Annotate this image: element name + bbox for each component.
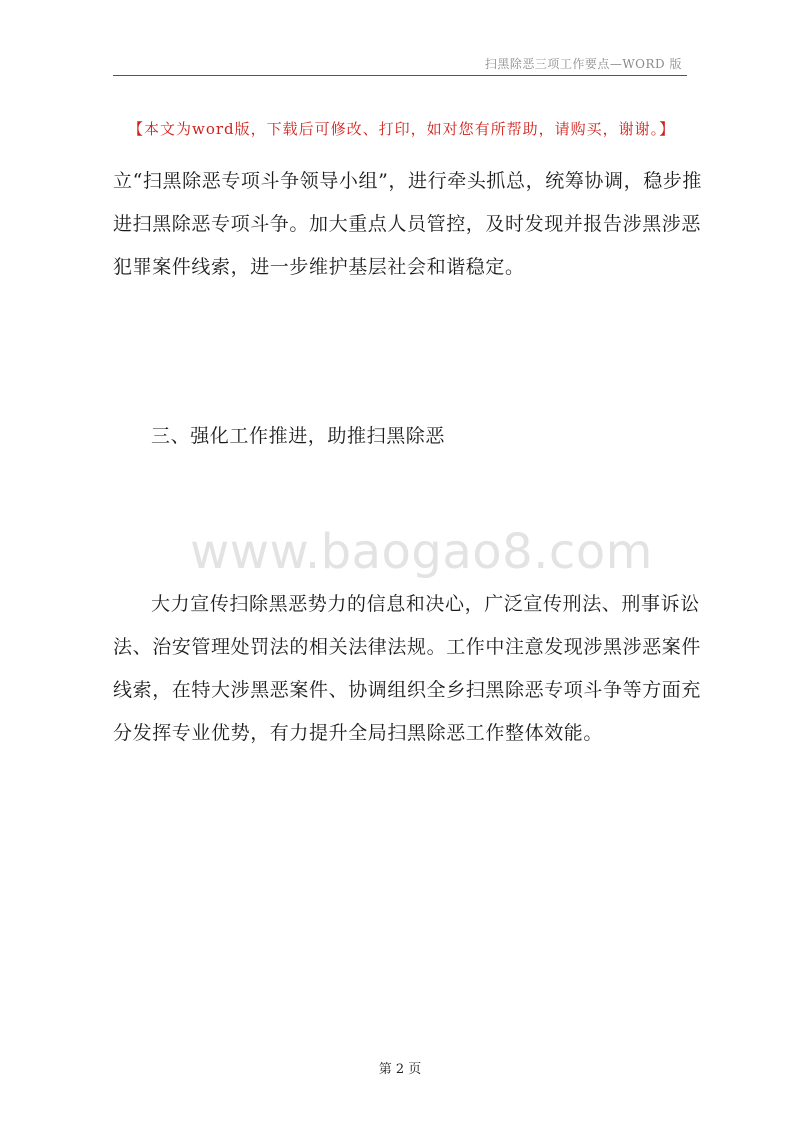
body-paragraph-2: 大力宣传扫除黑恶势力的信息和决心，广泛宣传刑法、刑事诉讼法、治安管理处罚法的相关法律法规。工作中注意发现涉黑涉恶案件线索，在特大涉黑恶案件、协调组织全乡扫黑除恶专项斗争等方面充分发挥专业优势，有力提升全局扫黑除恶工作整体效能。 bbox=[113, 593, 702, 744]
download-notice: 【本文为word版，下载后可修改、打印，如对您有所帮助，请购买，谢谢。】 bbox=[128, 120, 676, 138]
section-heading: 三、强化工作推进，助推扫黑除恶 bbox=[151, 425, 446, 447]
running-header: 扫黑除恶三项工作要点—WORD 版 bbox=[484, 57, 682, 71]
header-divider bbox=[113, 75, 687, 76]
page-number: 第 2 页 bbox=[378, 1062, 422, 1077]
body-paragraph-1: 立“扫黑除恶专项斗争领导小组”，进行牵头抓总，统筹协调，稳步推进扫黑除恶专项斗争。加大重点人员管控，及时发现并报告涉黑涉恶犯罪案件线索，进一步维护基层社会和谐稳定。 bbox=[113, 170, 703, 278]
watermark: www.baogao8.com bbox=[190, 524, 653, 580]
